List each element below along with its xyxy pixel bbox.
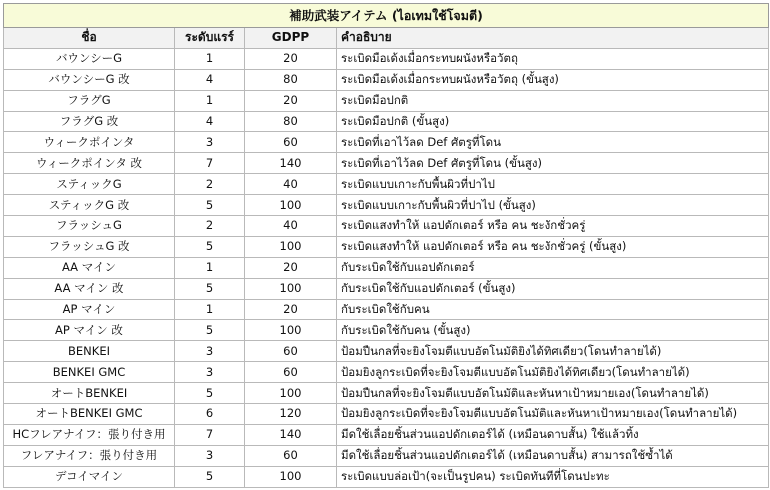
- rarity-level-cell: 1: [175, 90, 245, 111]
- item-name-cell: AP マイン: [4, 299, 175, 320]
- description-cell: ระเบิดมือปกติ (ขั้นสูง): [337, 111, 769, 132]
- rarity-level-cell: 5: [175, 236, 245, 257]
- item-name-cell: オートBENKEI GMC: [4, 404, 175, 425]
- gdpp-cell: 80: [245, 69, 337, 90]
- description-cell: กับระเบิดใช้กับคน (ขั้นสูง): [337, 320, 769, 341]
- description-cell: ระเบิดแบบเกาะกับพื้นผิวที่ปาไป (ขั้นสูง): [337, 195, 769, 216]
- description-cell: มีดใช้เลื่อยชิ้นส่วนแอปดักเตอร์ได้ (เหมือนดาบสั้น) สามารถใช้ซ้ำได้: [337, 445, 769, 466]
- table-row: [4, 48, 769, 69]
- item-table-sheet: [3, 3, 769, 488]
- item-name-cell: AA マイン: [4, 257, 175, 278]
- item-name-cell: HCフレアナイフ：張り付き用: [4, 424, 175, 445]
- item-name-cell: バウンシーG 改: [4, 69, 175, 90]
- rarity-level-cell: 4: [175, 69, 245, 90]
- table-row: [4, 341, 769, 362]
- description-cell: ป้อมปืนกลที่จะยิงโจมตีแบบอัตโนมัติยิงได้ทิศเดียว(โดนทำลายได้): [337, 341, 769, 362]
- table-row: [4, 257, 769, 278]
- description-cell: ป้อมปืนกลที่จะยิงโจมตีแบบอัตโนมัติและหันหาเป้าหมายเอง(โดนทำลายได้): [337, 383, 769, 404]
- item-name-cell: ウィークポインタ: [4, 132, 175, 153]
- gdpp-cell: 60: [245, 341, 337, 362]
- rarity-level-cell: 7: [175, 153, 245, 174]
- gdpp-cell: 40: [245, 174, 337, 195]
- gdpp-cell: 140: [245, 153, 337, 174]
- item-name-cell: BENKEI: [4, 341, 175, 362]
- item-name-cell: フラグG: [4, 90, 175, 111]
- description-cell: ระเบิดที่เอาไว้ลด Def ศัตรูที่โดน: [337, 132, 769, 153]
- gdpp-cell: 60: [245, 132, 337, 153]
- gdpp-cell: 100: [245, 195, 337, 216]
- table-row: [4, 383, 769, 404]
- item-name-cell: BENKEI GMC: [4, 362, 175, 383]
- rarity-level-cell: 7: [175, 424, 245, 445]
- gdpp-cell: 100: [245, 236, 337, 257]
- item-name-cell: バウンシーG: [4, 48, 175, 69]
- description-cell: ระเบิดแสงทำให้ แอปดักเตอร์ หรือ คน ชะงักชั่วครู่ (ขั้นสูง): [337, 236, 769, 257]
- rarity-level-cell: 3: [175, 132, 245, 153]
- table-row: [4, 195, 769, 216]
- rarity-level-cell: 5: [175, 320, 245, 341]
- table-row: [4, 69, 769, 90]
- description-cell: มีดใช้เลื่อยชิ้นส่วนแอปดักเตอร์ได้ (เหมือนดาบสั้น) ใช้แล้วทิ้ง: [337, 424, 769, 445]
- rarity-level-cell: 2: [175, 216, 245, 237]
- description-cell: ระเบิดแสงทำให้ แอปดักเตอร์ หรือ คน ชะงักชั่วครู่: [337, 216, 769, 237]
- description-cell: กับระเบิดใช้กับคน: [337, 299, 769, 320]
- rarity-level-cell: 1: [175, 299, 245, 320]
- table-row: [4, 278, 769, 299]
- table-row: [4, 174, 769, 195]
- gdpp-cell: 20: [245, 257, 337, 278]
- item-name-cell: AA マイン 改: [4, 278, 175, 299]
- description-cell: ระเบิดแบบเกาะกับพื้นผิวที่ปาไป: [337, 174, 769, 195]
- gdpp-cell: 100: [245, 383, 337, 404]
- header-row: [4, 28, 769, 49]
- rarity-level-cell: 5: [175, 383, 245, 404]
- table-row: [4, 111, 769, 132]
- gdpp-cell: 100: [245, 320, 337, 341]
- item-name-cell: AP マイン 改: [4, 320, 175, 341]
- item-name-cell: フラグG 改: [4, 111, 175, 132]
- gdpp-cell: 100: [245, 278, 337, 299]
- table-row: [4, 216, 769, 237]
- description-cell: ระเบิดมือเด้งเมื่อกระทบผนังหรือวัตถุ (ขั้นสูง): [337, 69, 769, 90]
- gdpp-cell: 100: [245, 466, 337, 487]
- table-row: [4, 299, 769, 320]
- rarity-level-cell: 1: [175, 48, 245, 69]
- gdpp-cell: 140: [245, 424, 337, 445]
- rarity-level-cell: 6: [175, 404, 245, 425]
- description-cell: ระเบิดแบบล่อเป้า(จะเป็นรูปคน) ระเบิดทันทีที่โดนปะทะ: [337, 466, 769, 487]
- item-name-cell: スティックG: [4, 174, 175, 195]
- description-cell: ระเบิดมือปกติ: [337, 90, 769, 111]
- header-description: คำอธิบาย: [337, 28, 769, 49]
- table-title: 補助武装アイテム (ไอเทมใช้โจมตี): [4, 4, 769, 28]
- header-level: ระดับแรร์: [175, 28, 245, 49]
- description-cell: ป้อมยิงลูกระเบิดที่จะยิงโจมตีแบบอัตโนมัติยิงได้ทิศเดียว(โดนทำลายได้): [337, 362, 769, 383]
- rarity-level-cell: 4: [175, 111, 245, 132]
- rarity-level-cell: 5: [175, 278, 245, 299]
- header-name: ชื่อ: [4, 28, 175, 49]
- item-name-cell: スティックG 改: [4, 195, 175, 216]
- gdpp-cell: 20: [245, 90, 337, 111]
- table-row: [4, 90, 769, 111]
- item-name-cell: フラッシュG 改: [4, 236, 175, 257]
- rarity-level-cell: 5: [175, 195, 245, 216]
- table-row: [4, 404, 769, 425]
- gdpp-cell: 60: [245, 362, 337, 383]
- item-name-cell: デコイマイン: [4, 466, 175, 487]
- rarity-level-cell: 5: [175, 466, 245, 487]
- table-row: [4, 362, 769, 383]
- description-cell: ระเบิดที่เอาไว้ลด Def ศัตรูที่โดน (ขั้นสูง): [337, 153, 769, 174]
- item-name-cell: フラッシュG: [4, 216, 175, 237]
- item-table: [3, 3, 769, 488]
- item-name-cell: ウィークポインタ 改: [4, 153, 175, 174]
- gdpp-cell: 60: [245, 445, 337, 466]
- header-gdpp: GDPP: [245, 28, 337, 49]
- table-row: [4, 236, 769, 257]
- gdpp-cell: 20: [245, 48, 337, 69]
- table-row: [4, 320, 769, 341]
- gdpp-cell: 40: [245, 216, 337, 237]
- table-row: [4, 466, 769, 487]
- gdpp-cell: 120: [245, 404, 337, 425]
- gdpp-cell: 80: [245, 111, 337, 132]
- table-row: [4, 445, 769, 466]
- table-body: [4, 48, 769, 487]
- description-cell: กับระเบิดใช้กับแอปดักเตอร์: [337, 257, 769, 278]
- table-row: [4, 153, 769, 174]
- item-name-cell: オートBENKEI: [4, 383, 175, 404]
- rarity-level-cell: 3: [175, 341, 245, 362]
- table-row: [4, 424, 769, 445]
- rarity-level-cell: 2: [175, 174, 245, 195]
- item-name-cell: フレアナイフ：張り付き用: [4, 445, 175, 466]
- description-cell: ระเบิดมือเด้งเมื่อกระทบผนังหรือวัตถุ: [337, 48, 769, 69]
- description-cell: ป้อมยิงลูกระเบิดที่จะยิงโจมตีแบบอัตโนมัติและหันหาเป้าหมายเอง(โดนทำลายได้): [337, 404, 769, 425]
- rarity-level-cell: 1: [175, 257, 245, 278]
- table-row: [4, 132, 769, 153]
- rarity-level-cell: 3: [175, 362, 245, 383]
- gdpp-cell: 20: [245, 299, 337, 320]
- rarity-level-cell: 3: [175, 445, 245, 466]
- description-cell: กับระเบิดใช้กับแอปดักเตอร์ (ขั้นสูง): [337, 278, 769, 299]
